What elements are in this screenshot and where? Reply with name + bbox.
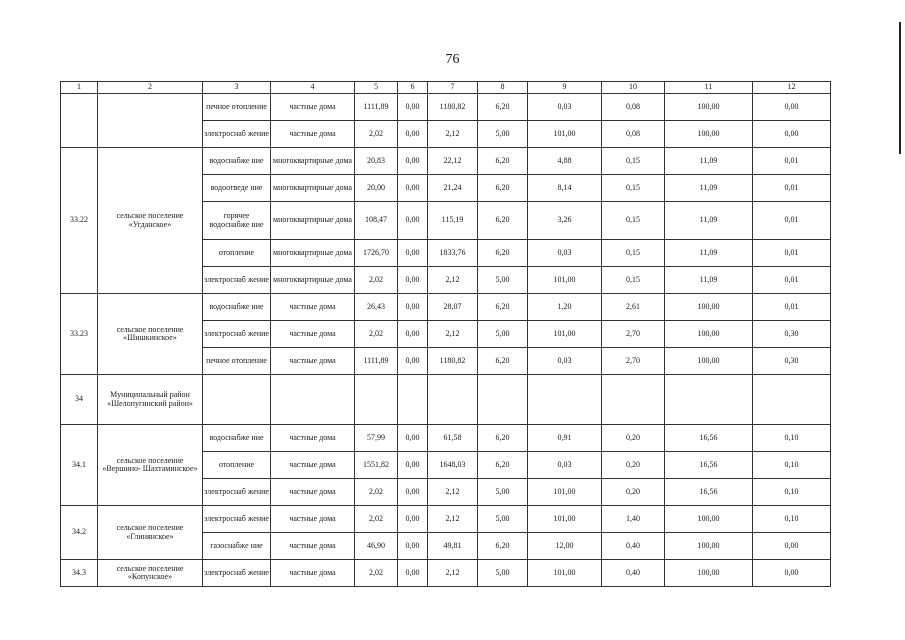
housing-cell: многоквартирные дома: [271, 240, 355, 267]
value-cell: 2,02: [355, 267, 398, 294]
housing-cell: частные дома: [271, 560, 355, 587]
value-cell: 11,09: [665, 202, 753, 240]
value-cell: 21,24: [428, 175, 478, 202]
value-cell: 0,10: [753, 452, 831, 479]
value-cell: 22,12: [428, 148, 478, 175]
utility-cell: печное отопление: [203, 94, 271, 121]
settlement-cell: сельское поселение «Шишкинское»: [98, 294, 203, 375]
housing-cell: многоквартирные дома: [271, 267, 355, 294]
value-cell: 0,10: [753, 506, 831, 533]
utility-cell: электроснаб жение: [203, 321, 271, 348]
number-cell: 34.1: [61, 425, 98, 506]
header-cell: 2: [98, 82, 203, 94]
data-table: [60, 81, 831, 587]
value-cell: 2,70: [602, 348, 665, 375]
value-cell: 2,12: [428, 121, 478, 148]
value-cell: 16,56: [665, 479, 753, 506]
value-cell: 8,14: [528, 175, 602, 202]
empty-cell: [602, 375, 665, 425]
value-cell: 100,00: [665, 94, 753, 121]
value-cell: 100,00: [665, 121, 753, 148]
value-cell: 2,12: [428, 321, 478, 348]
value-cell: 0,00: [398, 94, 428, 121]
number-cell: [61, 94, 98, 148]
empty-cell: [203, 375, 271, 425]
table-row: [61, 506, 831, 533]
header-cell: 6: [398, 82, 428, 94]
housing-cell: частные дома: [271, 321, 355, 348]
housing-cell: частные дома: [271, 121, 355, 148]
header-cell: 8: [478, 82, 528, 94]
value-cell: 0,03: [528, 452, 602, 479]
value-cell: 1648,03: [428, 452, 478, 479]
utility-cell: газоснабже ние: [203, 533, 271, 560]
header-cell: 7: [428, 82, 478, 94]
value-cell: 16,56: [665, 452, 753, 479]
value-cell: 0,40: [602, 560, 665, 587]
value-cell: 6,20: [478, 94, 528, 121]
utility-cell: отопление: [203, 240, 271, 267]
value-cell: 2,02: [355, 321, 398, 348]
value-cell: 26,43: [355, 294, 398, 321]
value-cell: 2,12: [428, 479, 478, 506]
value-cell: 4,88: [528, 148, 602, 175]
value-cell: 0,00: [398, 452, 428, 479]
district-cell: Муниципальный район «Шелопугинский район»: [98, 375, 203, 425]
value-cell: 101,00: [528, 479, 602, 506]
value-cell: 101,00: [528, 506, 602, 533]
page-number: 76: [445, 52, 460, 67]
value-cell: 101,00: [528, 560, 602, 587]
value-cell: 0,00: [753, 560, 831, 587]
value-cell: 101,00: [528, 121, 602, 148]
header-cell: 3: [203, 82, 271, 94]
header-cell: 1: [61, 82, 98, 94]
utility-cell: водоснабже ние: [203, 425, 271, 452]
number-cell: 34: [61, 375, 98, 425]
value-cell: 0,00: [398, 240, 428, 267]
value-cell: 0,20: [602, 452, 665, 479]
value-cell: 0,00: [398, 506, 428, 533]
table-row: [61, 94, 831, 121]
margin-line: [899, 22, 901, 154]
utility-cell: электроснаб жение: [203, 121, 271, 148]
header-cell: 9: [528, 82, 602, 94]
value-cell: 3,26: [528, 202, 602, 240]
value-cell: 6,20: [478, 348, 528, 375]
value-cell: 5,00: [478, 121, 528, 148]
housing-cell: многоквартирные дома: [271, 148, 355, 175]
value-cell: 6,20: [478, 425, 528, 452]
utility-cell: электроснаб жение: [203, 479, 271, 506]
value-cell: 2,02: [355, 560, 398, 587]
settlement-cell: сельское поселение «Угданское»: [98, 148, 203, 294]
header-cell: 11: [665, 82, 753, 94]
value-cell: 0,00: [753, 94, 831, 121]
value-cell: 49,81: [428, 533, 478, 560]
header-cell: 12: [753, 82, 831, 94]
value-cell: 0,15: [602, 148, 665, 175]
value-cell: 0,00: [398, 175, 428, 202]
table-row: [61, 560, 831, 587]
value-cell: 0,00: [398, 121, 428, 148]
value-cell: 1111,89: [355, 94, 398, 121]
value-cell: 6,20: [478, 148, 528, 175]
value-cell: 0,01: [753, 267, 831, 294]
housing-cell: частные дома: [271, 94, 355, 121]
value-cell: 1111,89: [355, 348, 398, 375]
value-cell: 0,00: [398, 267, 428, 294]
value-cell: 2,12: [428, 267, 478, 294]
value-cell: 0,03: [528, 94, 602, 121]
header-cell: 4: [271, 82, 355, 94]
value-cell: 0,01: [753, 175, 831, 202]
value-cell: 61,58: [428, 425, 478, 452]
empty-cell: [528, 375, 602, 425]
value-cell: 1,20: [528, 294, 602, 321]
value-cell: 2,02: [355, 479, 398, 506]
value-cell: 5,00: [478, 506, 528, 533]
value-cell: 0,30: [753, 348, 831, 375]
value-cell: 0,01: [753, 294, 831, 321]
value-cell: 0,20: [602, 425, 665, 452]
empty-cell: [355, 375, 398, 425]
value-cell: 5,00: [478, 321, 528, 348]
utility-cell: водоснабже ние: [203, 148, 271, 175]
housing-cell: частные дома: [271, 348, 355, 375]
value-cell: 0,00: [398, 202, 428, 240]
value-cell: 115,19: [428, 202, 478, 240]
value-cell: 0,15: [602, 267, 665, 294]
value-cell: 0,15: [602, 202, 665, 240]
settlement-cell: сельское поселение «Копунское»: [98, 560, 203, 587]
value-cell: 1180,82: [428, 94, 478, 121]
value-cell: 0,08: [602, 121, 665, 148]
value-cell: 0,15: [602, 240, 665, 267]
empty-cell: [428, 375, 478, 425]
settlement-cell: [98, 94, 203, 148]
number-cell: 34.2: [61, 506, 98, 560]
value-cell: 6,20: [478, 175, 528, 202]
value-cell: 11,09: [665, 240, 753, 267]
housing-cell: частные дома: [271, 533, 355, 560]
value-cell: 11,09: [665, 148, 753, 175]
value-cell: 100,00: [665, 533, 753, 560]
table-row: [61, 148, 831, 175]
value-cell: 0,03: [528, 348, 602, 375]
value-cell: 100,00: [665, 321, 753, 348]
value-cell: 0,15: [602, 175, 665, 202]
housing-cell: частные дома: [271, 506, 355, 533]
value-cell: 0,10: [753, 425, 831, 452]
value-cell: 5,00: [478, 560, 528, 587]
header-cell: 10: [602, 82, 665, 94]
value-cell: 0,00: [398, 148, 428, 175]
value-cell: 0,91: [528, 425, 602, 452]
empty-cell: [271, 375, 355, 425]
utility-cell: отопление: [203, 452, 271, 479]
utility-cell: электроснаб жение: [203, 267, 271, 294]
utility-cell: водоснабже ние: [203, 294, 271, 321]
value-cell: 1833,76: [428, 240, 478, 267]
value-cell: 0,01: [753, 202, 831, 240]
header-row: [61, 82, 831, 94]
value-cell: 2,12: [428, 560, 478, 587]
value-cell: 12,00: [528, 533, 602, 560]
value-cell: 1726,70: [355, 240, 398, 267]
value-cell: 0,20: [602, 479, 665, 506]
value-cell: 0,00: [398, 560, 428, 587]
value-cell: 6,20: [478, 294, 528, 321]
utility-cell: водоотведе ние: [203, 175, 271, 202]
value-cell: 11,09: [665, 267, 753, 294]
value-cell: 57,99: [355, 425, 398, 452]
table-row: [61, 375, 831, 425]
number-cell: 33.23: [61, 294, 98, 375]
value-cell: 0,00: [398, 294, 428, 321]
number-cell: 33.22: [61, 148, 98, 294]
value-cell: 20,83: [355, 148, 398, 175]
value-cell: 6,20: [478, 452, 528, 479]
value-cell: 2,02: [355, 506, 398, 533]
housing-cell: многоквартирные дома: [271, 202, 355, 240]
utility-cell: электроснаб жение: [203, 560, 271, 587]
housing-cell: частные дома: [271, 452, 355, 479]
value-cell: 0,00: [398, 425, 428, 452]
value-cell: 6,20: [478, 533, 528, 560]
housing-cell: частные дома: [271, 294, 355, 321]
empty-cell: [398, 375, 428, 425]
value-cell: 2,12: [428, 506, 478, 533]
value-cell: 100,00: [665, 348, 753, 375]
value-cell: 0,00: [398, 479, 428, 506]
value-cell: 101,00: [528, 321, 602, 348]
value-cell: 2,02: [355, 121, 398, 148]
value-cell: 16,56: [665, 425, 753, 452]
empty-cell: [665, 375, 753, 425]
value-cell: 1,40: [602, 506, 665, 533]
value-cell: 1180,82: [428, 348, 478, 375]
value-cell: 0,00: [398, 348, 428, 375]
utility-cell: печное отопление: [203, 348, 271, 375]
value-cell: 1551,82: [355, 452, 398, 479]
value-cell: 2,61: [602, 294, 665, 321]
value-cell: 0,00: [753, 533, 831, 560]
value-cell: 0,03: [528, 240, 602, 267]
utility-cell: электроснаб жение: [203, 506, 271, 533]
value-cell: 20,00: [355, 175, 398, 202]
number-cell: 34.3: [61, 560, 98, 587]
value-cell: 0,08: [602, 94, 665, 121]
utility-cell: горячее водоснабже ние: [203, 202, 271, 240]
value-cell: 101,00: [528, 267, 602, 294]
housing-cell: частные дома: [271, 425, 355, 452]
value-cell: 100,00: [665, 294, 753, 321]
value-cell: 46,90: [355, 533, 398, 560]
settlement-cell: сельское поселение «Вершино- Шахтаминское»: [98, 425, 203, 506]
value-cell: 0,01: [753, 148, 831, 175]
value-cell: 0,01: [753, 240, 831, 267]
table-row: [61, 294, 831, 321]
value-cell: 6,20: [478, 240, 528, 267]
value-cell: 5,00: [478, 479, 528, 506]
value-cell: 6,20: [478, 202, 528, 240]
value-cell: 0,40: [602, 533, 665, 560]
value-cell: 108,47: [355, 202, 398, 240]
value-cell: 0,00: [398, 321, 428, 348]
value-cell: 28,07: [428, 294, 478, 321]
value-cell: 2,70: [602, 321, 665, 348]
header-cell: 5: [355, 82, 398, 94]
value-cell: 0,00: [398, 533, 428, 560]
value-cell: 5,00: [478, 267, 528, 294]
housing-cell: многоквартирные дома: [271, 175, 355, 202]
value-cell: 0,10: [753, 479, 831, 506]
value-cell: 0,30: [753, 321, 831, 348]
settlement-cell: сельское поселение «Глинянское»: [98, 506, 203, 560]
empty-cell: [478, 375, 528, 425]
value-cell: 11,09: [665, 175, 753, 202]
value-cell: 0,00: [753, 121, 831, 148]
value-cell: 100,00: [665, 560, 753, 587]
empty-cell: [753, 375, 831, 425]
value-cell: 100,00: [665, 506, 753, 533]
table-row: [61, 425, 831, 452]
housing-cell: частные дома: [271, 479, 355, 506]
